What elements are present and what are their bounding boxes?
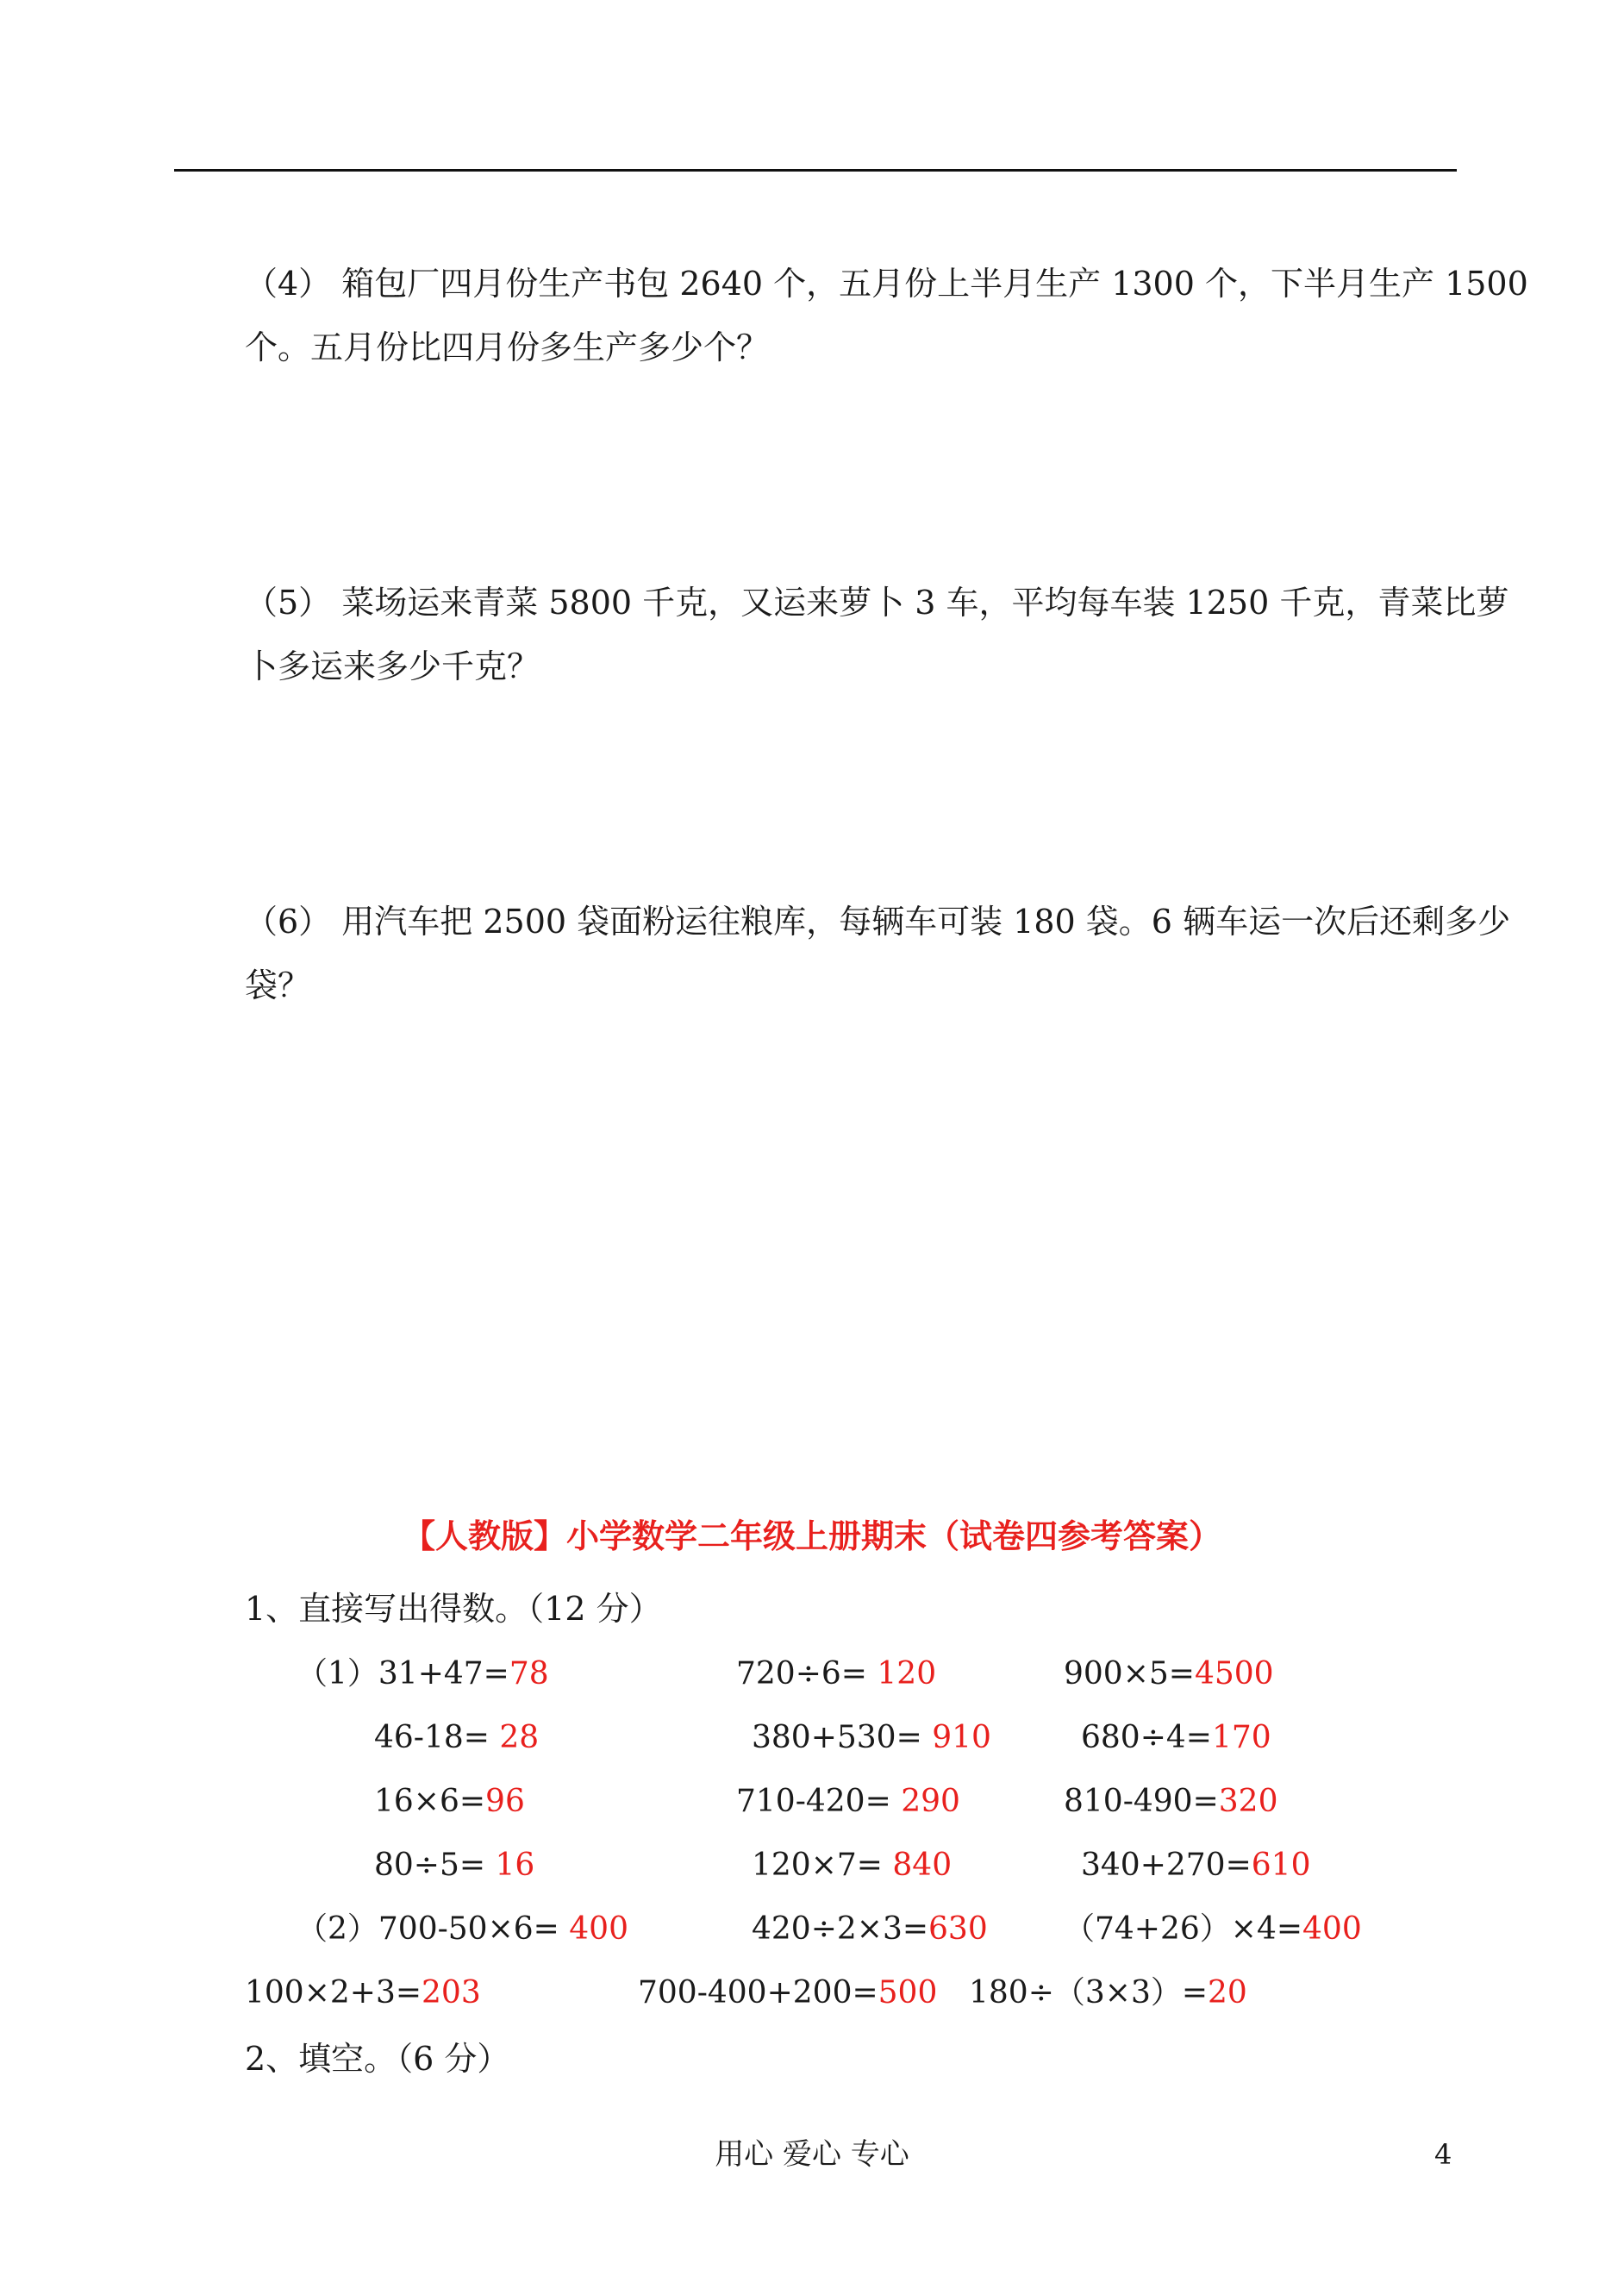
equation-question: 710-420=	[736, 1784, 902, 1819]
equation	[1081, 1842, 1310, 1890]
equation-question: 16×6=	[374, 1784, 486, 1819]
problem-6-line-1: （6） 用汽车把 2500 袋面粉运往粮库，每辆车可装 180 袋。6 辆车运一次后还剩多少	[245, 903, 1511, 941]
equation	[1064, 1778, 1277, 1826]
equation	[374, 1842, 534, 1890]
equation-answer: 610	[1251, 1848, 1311, 1883]
problem-4-line-1: （4） 箱包厂四月份生产书包 2640 个，五月份上半月生产 1300 个，下半月生产 1500	[245, 265, 1528, 303]
equation-answer: 78	[509, 1656, 549, 1692]
equation	[1064, 1650, 1274, 1698]
equation	[297, 1905, 628, 1954]
equation-answer: 320	[1218, 1784, 1278, 1819]
equation-answer: 4500	[1194, 1656, 1274, 1692]
equation-answer: 630	[928, 1911, 988, 1947]
problem-6-line-2: 袋？	[245, 966, 311, 1004]
equation	[736, 1778, 960, 1826]
problem-4-line-2: 个。五月份比四月份多生产多少个？	[245, 328, 770, 366]
problem-5-line-1: （5） 菜场运来青菜 5800 千克，又运来萝卜 3 车，平均每车装 1250 千克，青菜比萝	[245, 584, 1509, 622]
equation	[752, 1714, 991, 1762]
answer-key-title: 【人教版】小学数学二年级上册期末（试卷四参考答案）	[402, 1516, 1221, 1555]
problem-5-line-2: 卜多运来多少千克？	[245, 647, 540, 685]
equation-question: 100×2+3=	[245, 1975, 422, 2010]
equation-answer: 203	[422, 1975, 481, 2010]
equation-question: 420÷2×3=	[752, 1911, 929, 1947]
problem-5	[245, 571, 1509, 698]
equation-answer: 20	[1208, 1975, 1247, 2010]
problem-6	[245, 890, 1511, 1017]
equation-answer: 28	[499, 1720, 540, 1755]
equation-answer: 400	[1302, 1911, 1362, 1947]
equation-answer: 840	[892, 1848, 953, 1883]
equation-answer: 120	[877, 1656, 937, 1692]
equation-answer: 16	[495, 1848, 535, 1883]
equation-question: 120×7=	[752, 1848, 893, 1883]
equation-question: 720÷6=	[736, 1656, 878, 1692]
equation	[374, 1778, 525, 1826]
equation	[638, 1969, 937, 2017]
equation	[969, 1969, 1247, 2017]
equation	[1064, 1905, 1362, 1954]
problem-4	[245, 252, 1528, 379]
equation-question: （74+26）×4=	[1064, 1911, 1303, 1947]
equation	[245, 1969, 481, 2017]
equation	[374, 1714, 539, 1762]
header-rule	[174, 169, 1457, 172]
equation-question: 680÷4=	[1081, 1720, 1212, 1755]
equation-answer: 910	[932, 1720, 991, 1755]
equation-question: （2）700-50×6=	[297, 1911, 570, 1947]
equation	[752, 1842, 952, 1890]
equation-question: 80÷5=	[374, 1848, 496, 1883]
equation-answer: 96	[485, 1784, 525, 1819]
equation	[1081, 1714, 1271, 1762]
question-1-heading: 1、直接写出得数。（12 分）	[245, 1590, 662, 1628]
page-number: 4	[1434, 2138, 1452, 2171]
equation-question: 180÷（3×3）=	[969, 1975, 1209, 2010]
equation-question: 380+530=	[752, 1720, 933, 1755]
equation-answer: 170	[1211, 1720, 1271, 1755]
equation-question: 900×5=	[1064, 1656, 1195, 1692]
equation	[736, 1650, 936, 1698]
question-2-heading: 2、填空。（6 分）	[245, 2040, 510, 2078]
equation-question: 340+270=	[1081, 1848, 1252, 1883]
equation-answer: 500	[878, 1975, 938, 2010]
equation-question: 810-490=	[1064, 1784, 1219, 1819]
equation-question: 700-400+200=	[638, 1975, 878, 2010]
equation-question: 46-18=	[374, 1720, 500, 1755]
equation	[752, 1905, 988, 1954]
equation-answer: 290	[901, 1784, 960, 1819]
equation-answer: 400	[569, 1911, 628, 1947]
equation-question: （1）31+47=	[297, 1656, 509, 1692]
footer-slogan: 用心 爱心 专心	[715, 2137, 909, 2172]
equation	[297, 1650, 549, 1698]
